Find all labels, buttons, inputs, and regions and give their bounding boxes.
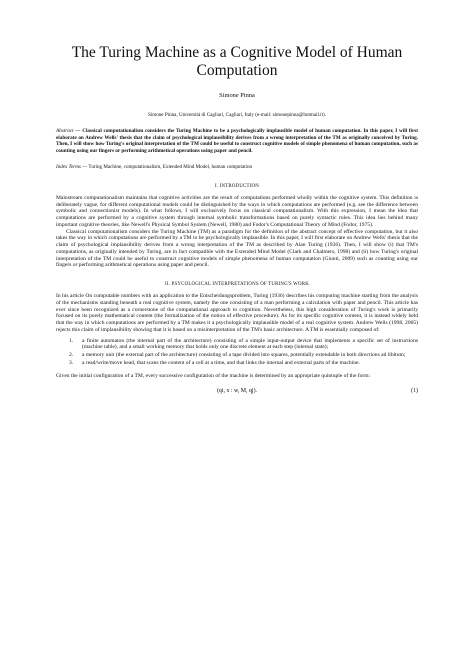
equation-expression: (qi, x : w, M, qj). (216, 388, 258, 395)
list-item-text: a read/write/move head, that scans the content of a cell at a time, and that links the internal and external parts of the machine. (82, 359, 360, 366)
index-terms-label: Index Terms (56, 164, 81, 171)
list-item-number: 1. (69, 337, 74, 344)
index-terms-text: — Turing Machine, computationalism, Extended Mind Model, human computation (80, 164, 253, 171)
section-heading-interpretations: II. PSYCOLOGICAL INTERPRETATIONS OF TURING'S WORK (165, 282, 309, 288)
list-item-number: 2. (69, 352, 74, 359)
abstract (56, 128, 418, 154)
equation-1 (56, 388, 418, 396)
abstract-label: Abstract (56, 128, 74, 134)
equation-number: (1) (411, 388, 418, 395)
intro-paragraph-2: Classical computationalism considers the Turing Machine (TM) as a paradigm for the definition of the abstract concept of effective computation, but it also takes the way in which computations are performed by a TM to be psychologically implausible. In this paper, I will first elaborate on Andrew Wells' thesis that the claim of psychological implausibility derives from a wrong interpretation of the TM as described by Alan Turing (1936). Then, I will show (i) that TM's computations, as originally intended by Turing, are in fact compatible with the Extended Mind Model (Clark and Chalmers, 1998) and (ii) how Turing's original interpretation of the TM could be useful to construct cognitive models of simple phenomena of human computation (Giunti, 2009) such as counting using our fingers or performing arithmetical operations using paper and pencil. (56, 228, 418, 269)
list-item (69, 359, 418, 367)
intro-paragraph-1: Mainstream computationalism maintains that cognitive activities are the result of computations performed wholly within the cognitive system. This definition is deliberately vague, for different computational models could be distinguished by the ways in which computations are performed (e.g. see the difference between symbolic and connectionist models). In what follows, I will exclusively focus on classical computationalism. With this expression, I mean the idea that computations are performed by a cognitive system through internal symbolic transformations based on purely syntactic rules. This idea lies behind many important cognitive theories, like Newell's Physical Symbol System (Newell, 1980) and Fodor's Computational Theory of Mind (Fodor, 1975). (56, 194, 418, 228)
list-item (69, 337, 418, 352)
tm-components-list (56, 338, 418, 367)
list-item (69, 352, 418, 359)
index-terms (56, 164, 418, 170)
section2-paragraph-2: Given the initial configuration of a TM, every successive configuration of the machine is determined by an appropriate quintuple of the form: (56, 372, 371, 379)
list-item-text: a finite automaton (the internal part of the architecture) consisting of a simple input-output device that implements a specific set of instructions (machine table), and a small working memory that holds only one discrete element at each step (internal state); (82, 337, 418, 351)
section2-paragraph-1: In his article On computable numbers with an application to the Entscheidungsproblem, Turing (1936) describes his computing machine starting from the analysis of the mechanisms standing beneath a real cognitive system, namely the one consisting of a man performing a calculation with paper and pencil. This article has ever since been recognized as a cornerstone of the computational approach to cognition. Nevertheless, this high consideration of Turing's work is primarily focused on its purely mathematical content (the formalization of the notion of effective procedure). As for its specific cognitive content, it is instead widely held that the way in which computations are performed by a TM makes it a psychologically implausible model of a real cognitive system. Andrew Wells (1998, 2005) rejects this claim of implausibility showing that it is based on a misinterpretation of the TM's basic architecture. A TM is essentially composed of: (56, 293, 418, 333)
list-item-number: 3. (69, 359, 74, 366)
paper-title: The Turing Machine as a Cognitive Model of Human Computation (71, 44, 403, 79)
author-name: Simone Pinna (219, 92, 255, 99)
list-item-text: a memory unit (the external part of the architecture) consisting of a tape divided into squares, potentially extendable in both directions ad libitum; (82, 352, 406, 359)
author-affiliation: Simone Pinna, Università di Cagliari, Cagliari, Italy (e-mail: simonepinna@hotmail.it). (148, 112, 326, 118)
abstract-text: — Classical computationalism considers the Turing Machine to be a psychologically implausible model of human computation. In this paper, I will first elaborate on Andrew Wells' thesis that the claim of psychological implausibility derives from a wrong interpretation of the TM as originally conceived by Turing. Then, I will show how Turing's original interpretation of the TM could be useful to construct cognitive models of simple phenomena of human computation, such as counting using our fingers or performing arithmetical operations using paper and pencil. (56, 128, 418, 154)
section-heading-introduction: I. INTRODUCTION (214, 183, 260, 189)
